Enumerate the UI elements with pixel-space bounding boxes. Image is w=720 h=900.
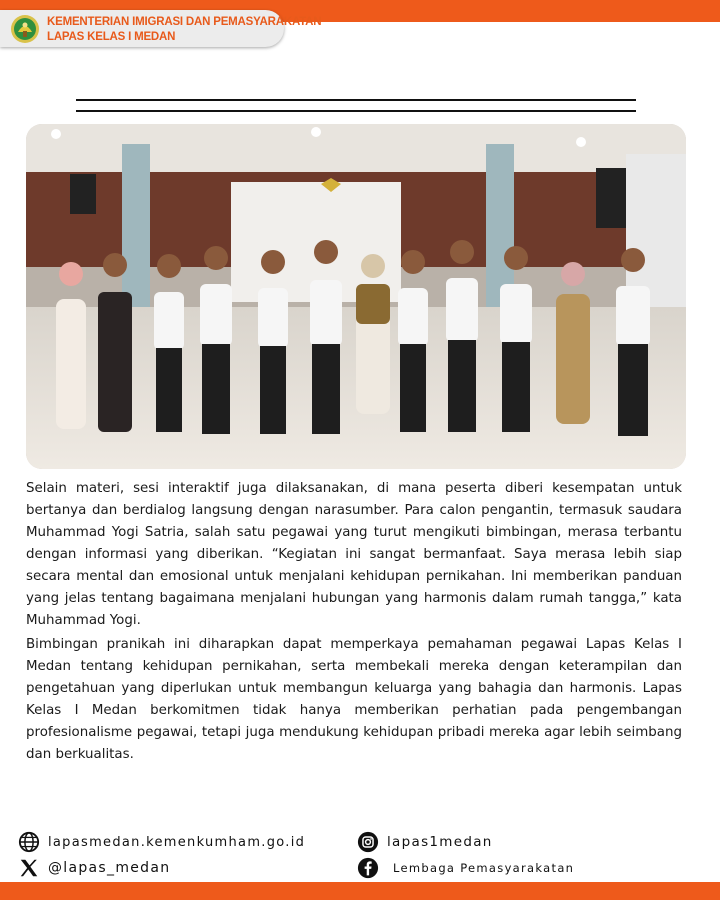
org-name: KEMENTERIAN IMIGRASI DAN PEMASYARAKATAN xyxy=(47,16,322,28)
globe-icon xyxy=(18,831,40,853)
website-label: lapasmedan.kemenkumham.go.id xyxy=(48,834,306,850)
article-paragraph-1: Selain materi, sesi interaktif juga dilaksanakan, di mana peserta diberi kesempatan untuk bertanya dan berdialog langsung dengan narasumber. Para calon pengantin, termasuk saudara Muhammad Yogi Satria, salah satu pegawai yang turut mengikuti bimbingan, merasa terbantu dengan informasi yang diberikan. “Kegiatan ini sangat bermanfaat. Saya merasa lebih siap secara mental dan emosional untuk menjalani kehidupan pernikahan. Ini memberikan panduan yang jelas tentang bagaimana menjalani hubungan yang harmonis dalam rumah tangga,” kata Muhammad Yogi. xyxy=(26,481,682,628)
footer-x-handle[interactable] xyxy=(18,857,170,879)
instagram-icon xyxy=(357,831,379,853)
org-unit: LAPAS KELAS I MEDAN xyxy=(47,31,176,43)
divider-bottom xyxy=(76,110,636,112)
article-paragraph-2: Bimbingan pranikah ini diharapkan dapat memperkaya pemahaman pegawai Lapas Kelas I Medan tentang kehidupan pernikahan, serta membekali mereka dengan keterampilan dan pengetahuan yang diperlukan untuk membangun keluarga yang bahagia dan harmonis. Lapas Kelas I Medan berkomitmen tidak hanya memberikan perhatian pada pengembangan profesionalisme pegawai, tetapi juga mendukung kehidupan pribadi mereka agar lebih seimbang dan berkualitas. xyxy=(26,637,682,762)
footer-instagram[interactable] xyxy=(357,831,493,853)
x-logo-icon xyxy=(18,857,40,879)
divider-top xyxy=(76,99,636,101)
ministry-emblem-icon xyxy=(10,14,40,44)
footer-facebook[interactable] xyxy=(357,857,574,879)
group-photo xyxy=(26,124,686,469)
instagram-label: lapas1medan xyxy=(387,834,493,850)
footer-website[interactable] xyxy=(18,831,305,853)
facebook-label: Lembaga Pemasyarakatan xyxy=(393,861,575,875)
x-handle-label: @lapas_medan xyxy=(48,860,171,876)
bottom-accent-bar xyxy=(0,882,720,900)
header-banner xyxy=(0,10,322,47)
facebook-icon xyxy=(357,857,379,879)
